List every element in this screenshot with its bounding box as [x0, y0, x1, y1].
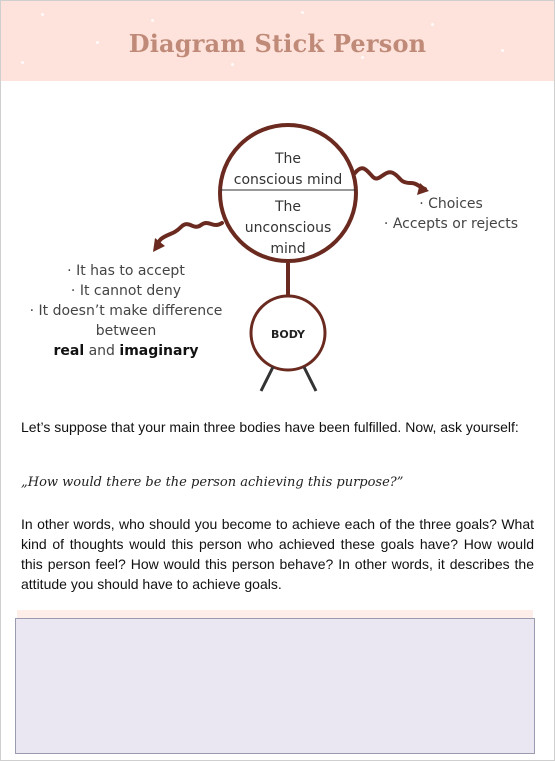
wavy-arrow-left: [157, 223, 222, 245]
unconscious-label-line1: The: [274, 199, 302, 215]
real-word: real: [53, 343, 85, 359]
list-item: · Choices: [419, 196, 483, 212]
list-item: · It cannot deny: [70, 283, 182, 299]
conscious-label-line1: The: [274, 151, 302, 167]
unconscious-list: [1, 261, 251, 361]
page-title: Diagram Stick Person: [128, 29, 427, 58]
page-header: [1, 1, 554, 81]
unconscious-label-line2: unconscious: [244, 220, 332, 236]
intro-text: Let’s suppose that your main three bodies have been fulfilled. Now, ask yourself:: [21, 419, 519, 435]
imaginary-word: imaginary: [119, 343, 199, 359]
decor-dot: [151, 19, 154, 22]
conscious-label-line2: conscious mind: [233, 172, 343, 188]
answer-box[interactable]: [15, 618, 535, 754]
decor-dot: [301, 11, 304, 14]
list-item: · It has to accept: [67, 263, 185, 279]
decor-dot: [21, 61, 24, 64]
list-item: real and imaginary: [53, 343, 199, 359]
paragraph-text: In other words, who should you become to achieve each of the three goals? What kind of thoughts would this person who achieved these goals have? How would this person feel? How would this person behave? In other words, it describes the attitude you should have to achieve goals.: [21, 516, 534, 592]
quote-text: „How would there be the person achieving this purpose?”: [21, 475, 404, 490]
decor-dot: [231, 63, 234, 66]
decor-dot: [41, 13, 44, 16]
wavy-arrow-right: [355, 168, 425, 189]
decor-dot: [431, 23, 434, 26]
left-leg: [261, 367, 273, 391]
conscious-list: [381, 194, 521, 234]
unconscious-label-line3: mind: [270, 241, 306, 257]
list-item: · Accepts or rejects: [383, 216, 519, 232]
body-label: BODY: [270, 328, 306, 341]
right-leg: [304, 367, 316, 391]
list-item: · It doesn’t make difference between: [29, 303, 223, 339]
answer-box-border: [17, 610, 533, 618]
